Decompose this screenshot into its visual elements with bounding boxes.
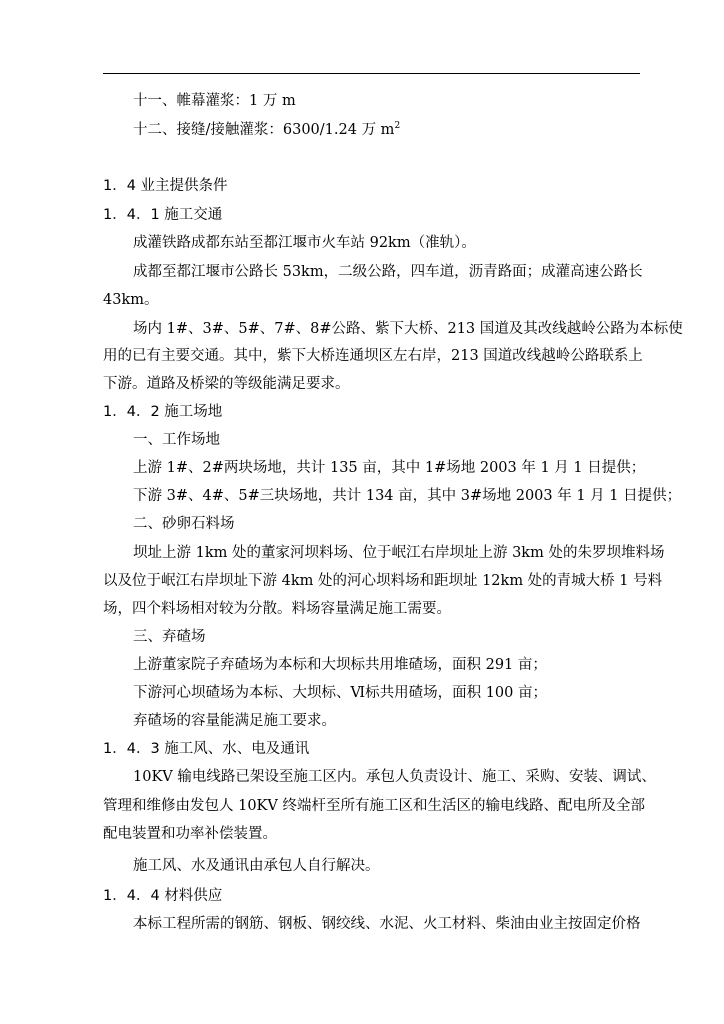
paragraph-gravel-line1: 坝址上游 1km 处的董家河坝料场、位于岷江右岸坝址上游 3km 处的朱罗坝堆料场 <box>133 545 665 561</box>
paragraph-gravel-line2: 以及位于岷江右岸坝址下游 4km 处的河心坝料场和距坝址 12km 处的青城大桥 1 号料 <box>103 573 663 589</box>
paragraph-gravel-line3: 场，四个料场相对较为分散。料场容量满足施工需要。 <box>103 601 451 617</box>
paragraph-spoil-capacity: 弃碴场的容量能满足施工要求。 <box>133 713 336 729</box>
paragraph-downstream-spoil: 下游河心坝碴场为本标、大坝标、Ⅵ标共用碴场，面积 100 亩； <box>133 685 547 701</box>
subheading-spoil-yard: 三、弃碴场 <box>133 629 206 645</box>
paragraph-roads-line1: 场内 1#、3#、5#、7#、8#公路、紫下大桥、213 国道及其改线越岭公路为本标使 <box>133 321 683 337</box>
paragraph-power-line2: 管理和维修由发包人 10KV 终端杆至所有施工区和生活区的输电线路、配电所及全部 <box>103 798 645 814</box>
paragraph-upstream-spoil: 上游董家院子弃碴场为本标和大坝标共用堆碴场，面积 291 亩； <box>133 657 547 673</box>
paragraph-power-line1: 10KV 输电线路已架设至施工区内。承包人负责设计、施工、采购、安装、调试、 <box>133 769 656 785</box>
paragraph-downstream-site: 下游 3#、4#、5#三块场地，共计 134 亩，其中 3#场地 2003 年 1 月 1 日提供； <box>133 488 682 504</box>
section-heading-1-4-3: 1．4．3 施工风、水、电及通讯 <box>103 741 310 757</box>
paragraph-roads-line2: 用的已有主要交通。其中，紫下大桥连通坝区左右岸，213 国道改线越岭公路联系上 <box>103 348 643 364</box>
list-item-curtain-grouting: 十一、帷幕灌浆：1 万 m <box>133 93 296 109</box>
paragraph-roads-line3: 下游。道路及桥梁的等级能满足要求。 <box>103 376 350 392</box>
superscript-2: 2 <box>394 121 401 132</box>
paragraph-upstream-site: 上游 1#、2#两块场地，共计 135 亩，其中 1#场地 2003 年 1 月 1 日提供； <box>133 460 646 476</box>
paragraph-highway-line2: 43km。 <box>103 292 159 308</box>
paragraph-power-line3: 配电装置和功率补偿装置。 <box>103 826 277 842</box>
paragraph-materials-line1: 本标工程所需的钢筋、钢板、钢绞线、水泥、火工材料、柴油由业主按固定价格 <box>133 916 641 932</box>
header-rule <box>103 73 640 74</box>
paragraph-railway: 成灌铁路成都东站至都江堰市火车站 92km（准轨）。 <box>133 235 476 251</box>
list-item-joint-grouting: 十二、接缝/接触灌浆：6300/1.24 万 $m^2$ <box>133 121 401 138</box>
subheading-gravel-yard: 二、砂卵石料场 <box>133 516 235 532</box>
section-heading-1-4: 1．4 业主提供条件 <box>103 178 228 194</box>
section-heading-1-4-1: 1．4．1 施工交通 <box>103 207 223 223</box>
subheading-work-site: 一、工作场地 <box>133 432 220 448</box>
section-heading-1-4-4: 1．4．4 材料供应 <box>103 888 223 904</box>
paragraph-highway-line1: 成都至都江堰市公路长 53km，二级公路，四车道，沥青路面；成灌高速公路长 <box>133 264 643 280</box>
paragraph-air-water-comm: 施工风、水及通讯由承包人自行解决。 <box>133 858 380 874</box>
section-heading-1-4-2: 1．4．2 施工场地 <box>103 404 223 420</box>
